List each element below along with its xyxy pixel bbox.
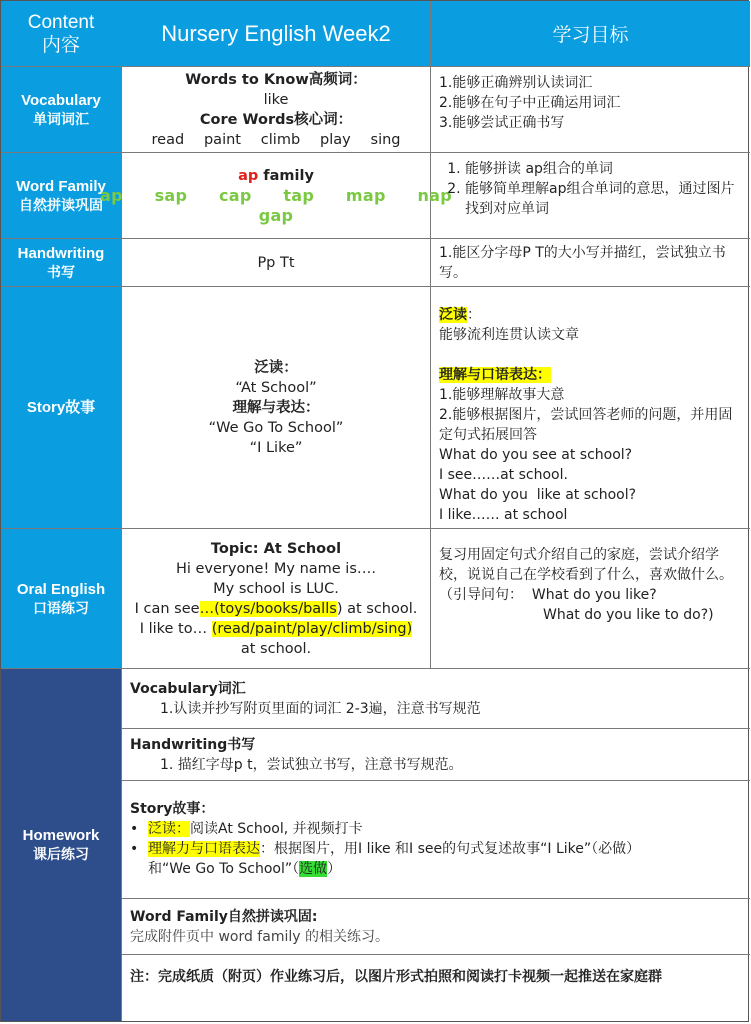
optional-highlight: 选做 <box>299 861 328 877</box>
word-family-row <box>1 153 750 239</box>
content-header-cell <box>1 1 122 67</box>
oral-english-row <box>1 529 750 669</box>
homework-vocab-task: 1.认读并抄写附页里面的词汇 2-3遍，注意书写规范 <box>160 701 481 717</box>
homework-story-bullet <box>130 819 742 839</box>
vocabulary-label-zh: 单词词汇 <box>33 110 89 127</box>
content-label-zh: 内容 <box>41 34 80 56</box>
homework-vocab-title: Vocabulary词汇 <box>130 681 246 697</box>
vocabulary-goal: 1.能够正确辨别认读词汇 <box>439 75 593 91</box>
goals-header-cell <box>431 1 750 67</box>
vocabulary-content-cell <box>122 67 431 153</box>
header-row <box>1 1 750 67</box>
goal-comprehension-title: 理解与口语表达： <box>439 367 551 383</box>
title-cell <box>122 1 431 67</box>
story-comprehension-title: 理解与表达： <box>232 399 320 416</box>
story-goal-line: I like…… at school <box>439 507 568 523</box>
goal-extensive-colon: ： <box>467 307 481 323</box>
handwriting-goals-cell <box>431 239 750 287</box>
homework-handwriting <box>122 729 750 781</box>
oral-highlight: …(toys/books/balls <box>199 600 337 617</box>
homework-note-text: 注：完成纸质（附页）作业练习后，以图片形式拍照和阅读打卡视频一起推送在家庭群 <box>130 969 662 985</box>
oral-content-cell <box>122 529 431 669</box>
core-words-title: Core Words核心词： <box>199 111 353 128</box>
homework-vocabulary <box>122 669 750 729</box>
homework-wf-task: 完成附件页中 word family 的相关练习。 <box>130 929 389 945</box>
homework-word-family <box>122 899 750 955</box>
handwriting-label-cell <box>1 239 122 287</box>
homework-story-title: Story故事： <box>130 801 215 817</box>
homework-label-zh: 课后练习 <box>33 846 89 862</box>
vocabulary-label-cell <box>1 67 122 153</box>
homework-wf-title: Word Family自然拼读巩固: <box>130 909 318 925</box>
handwriting-row <box>1 239 750 287</box>
oral-line <box>140 619 413 639</box>
homework-label-cell <box>1 669 122 1021</box>
homework-handwriting-task: 1. 描红字母p t，尝试独立书写，注意书写规范。 <box>160 757 463 773</box>
family-prefix: ap <box>238 167 259 184</box>
oral-line: at school. <box>240 640 312 657</box>
oral-goal-question: What do you like to do?) <box>543 607 714 623</box>
handwriting-label-zh: 书写 <box>47 263 75 280</box>
story-label-cell <box>1 287 122 529</box>
oral-highlight: (read/paint/play/climb/sing) <box>211 620 413 637</box>
story-book: “I Like” <box>249 439 303 456</box>
story-content-cell <box>122 287 431 529</box>
goal-extensive-title: 泛读 <box>439 307 467 323</box>
vocabulary-goals-cell <box>431 67 750 153</box>
oral-goal-question: （引导问句： What do you like? <box>439 587 657 603</box>
story-extensive-title: 泛读： <box>254 359 298 376</box>
vocabulary-label-en: Vocabulary <box>21 91 101 109</box>
handwriting-letters: Pp Tt <box>257 254 295 271</box>
oral-goals-cell <box>431 529 750 669</box>
homework-story-text: 和“We Go To School”（ <box>148 861 300 877</box>
oral-line-part: I like to… <box>139 620 212 637</box>
vocabulary-goal: 2.能够在句子中正确运用词汇 <box>439 95 621 111</box>
word-family-goals-cell <box>431 153 750 239</box>
page-title: Nursery English Week2 <box>161 20 391 46</box>
story-goal-line: I see……at school. <box>439 467 568 483</box>
word-family-content-cell <box>99 153 453 239</box>
words-to-know-title: Words to Know高频词： <box>185 71 367 88</box>
story-goals-cell <box>431 287 750 529</box>
oral-label-cell <box>1 529 122 669</box>
handwriting-content-cell <box>122 239 431 287</box>
oral-label-zh: 口语练习 <box>33 599 89 616</box>
homework-handwriting-title: Handwriting书写 <box>130 737 256 753</box>
bullet-dot-icon: • <box>130 821 139 837</box>
homework-story <box>122 781 750 899</box>
word-family-goal: 1. 能够拼读 ap组合的单词 <box>465 159 742 179</box>
goal-extensive-text: 能够流利连贯认读文章 <box>439 327 579 343</box>
homework-story-text: 阅读At School, 并视频打卡 <box>190 821 363 837</box>
story-row <box>1 287 750 529</box>
homework-story-bullet <box>130 839 742 879</box>
story-goal-line: What do you see at school? <box>439 447 633 463</box>
oral-goal: 复习用固定句式介绍自己的家庭，尝试介绍学校，说说自己在学校看到了什么，喜欢做什么。 <box>439 547 733 583</box>
story-extensive-book: “At School” <box>235 379 317 396</box>
homework-story-highlight: 理解力与口语表达 <box>148 841 260 857</box>
oral-label-en: Oral English <box>16 580 106 598</box>
story-goal-line: 1.能够理解故事大意 <box>439 387 565 403</box>
handwriting-label-en: Handwriting <box>17 244 105 262</box>
homework-story-highlight: 泛读： <box>148 821 190 837</box>
vocabulary-row <box>1 67 750 153</box>
handwriting-goal: 1.能区分字母P T的大小写并描红，尝试独立书写。 <box>439 245 726 281</box>
homework-note <box>122 955 750 1021</box>
homework-story-text: ：根据图片，用I like 和I see的句式复述故事“I Like”（必做） <box>260 841 641 857</box>
bullet-dot-icon: • <box>130 841 139 857</box>
homework-label-en: Homework <box>22 827 100 844</box>
goals-label: 学习目标 <box>552 24 629 46</box>
story-label: Story故事 <box>26 399 96 416</box>
content-label-en: Content <box>27 11 95 33</box>
word-family-label-zh: 自然拼读巩固 <box>19 196 103 213</box>
oral-line <box>135 599 418 619</box>
oral-line: My school is LUC. <box>213 580 339 597</box>
oral-topic: Topic: At School <box>210 540 342 557</box>
family-suffix: family <box>258 167 314 184</box>
story-goal-line: 2.能够根据图片，尝试回答老师的问题，并用固定句式拓展回答 <box>439 407 733 443</box>
story-goal-line: What do you like at school? <box>439 487 637 503</box>
oral-line-part: I can see <box>134 600 200 617</box>
vocabulary-goal: 3.能够尝试正确书写 <box>439 115 565 131</box>
story-book: “We Go To School” <box>208 419 344 436</box>
word-family-goal: 2. 能够简单理解ap组合单词的意思，通过图片找到对应单词 <box>465 179 742 219</box>
oral-line: Hi everyone! My name is…. <box>175 560 377 577</box>
word-family-label-en: Word Family <box>16 177 106 195</box>
oral-line-part: ) at school. <box>336 600 418 617</box>
words-to-know: like <box>263 91 289 108</box>
family-words-line1: ap sap cap tap map nap <box>99 185 453 205</box>
family-heading <box>238 166 314 186</box>
family-words-line2: gap <box>258 205 294 225</box>
core-words: read paint climb play sing <box>151 131 401 148</box>
homework-story-text: ） <box>327 861 342 877</box>
